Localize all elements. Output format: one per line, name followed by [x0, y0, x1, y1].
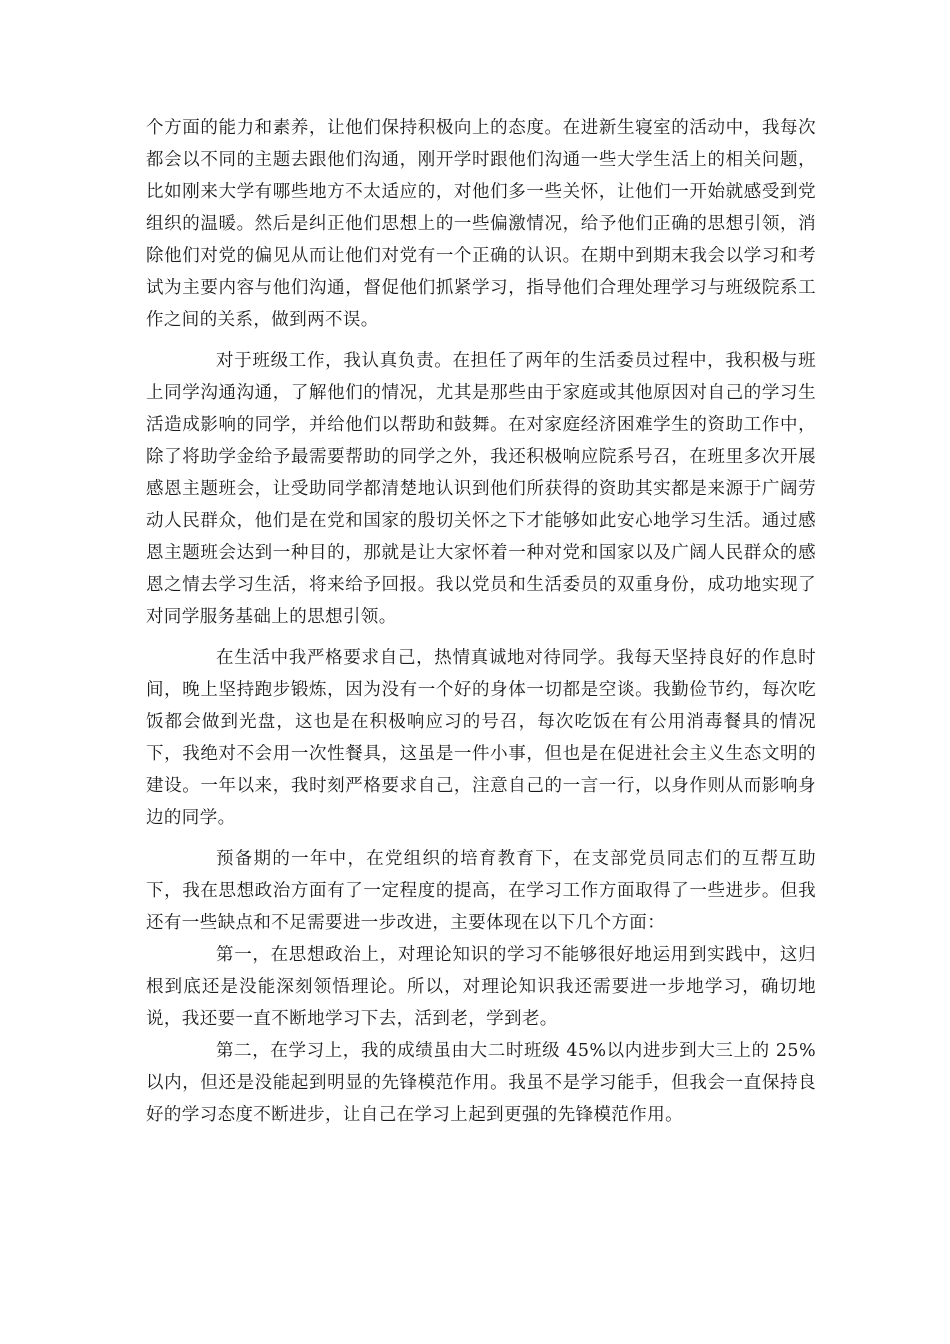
paragraph-point-two: 第二，在学习上，我的成绩虽由大二时班级 45%以内进步到大三上的 25%以内，但还是没能起到明显的先锋模范作用。我虽不是学习能手，但我会一直保持良好的学习态度不断进步，让自己在学习上起到更强的先锋模范作用。: [146, 1041, 816, 1125]
paragraph-daily-life: 在生活中我严格要求自己，热情真诚地对待同学。我每天坚持良好的作息时间，晚上坚持跑步锻炼，因为没有一个好的身体一切都是空谈。我勤俭节约，每次吃饭都会做到光盘，这也是在积极响应习的号召，每次吃饭在有公用消毒餐具的情况下，我绝对不会用一次性餐具，这虽是一件小事，但也是在促进社会主义生态文明的建设。一年以来，我时刻严格要求自己，注意自己的一言一行，以身作则从而影响身边的同学。: [146, 648, 816, 828]
paragraph-class-work: 对于班级工作，我认真负责。在担任了两年的生活委员过程中，我积极与班上同学沟通沟通，了解他们的情况，尤其是那些由于家庭或其他原因对自己的学习生活造成影响的同学，并给他们以帮助和鼓舞。在对家庭经济困难学生的资助工作中，除了将助学金给予最需要帮助的同学之外，我还积极响应院系号召，在班里多次开展感恩主题班会，让受助同学都清楚地认识到他们所获得的资助其实都是来源于广阔劳动人民群众，他们是在党和国家的殷切关怀之下才能够如此安心地学习生活。通过感恩主题班会达到一种目的，那就是让大家怀着一种对党和国家以及广阔人民群众的感恩之情去学习生活，将来给予回报。我以党员和生活委员的双重身份，成功地实现了对同学服务基础上的思想引领。: [146, 351, 816, 627]
paragraph-continued: 个方面的能力和素养，让他们保持积极向上的态度。在进新生寝室的活动中，我每次都会以不同的主题去跟他们沟通，刚开学时跟他们沟通一些大学生活上的相关问题，比如刚来大学有哪些地方不太适应的，对他们多一些关怀，让他们一开始就感受到党组织的温暖。然后是纠正他们思想上的一些偏激情况，给予他们正确的思想引领，消除他们对党的偏见从而让他们对党有一个正确的认识。在期中到期末我会以学习和考试为主要内容与他们沟通，督促他们抓紧学习，指导他们合理处理学习与班级院系工作之间的关系，做到两不误。: [146, 118, 816, 330]
paragraph-probation-summary: 预备期的一年中，在党组织的培育教育下，在支部党员同志们的互帮互助下，我在思想政治方面有了一定程度的提高，在学习工作方面取得了一些进步。但我还有一些缺点和不足需要进一步改进，主要体现在以下几个方面：: [146, 849, 816, 933]
document-body: [146, 112, 816, 1131]
paragraph-point-one: 第一，在思想政治上，对理论知识的学习不能够很好地运用到实践中，这归根到底还是没能深刻领悟理论。所以，对理论知识我还需要进一步地学习，确切地说，我还要一直不断地学习下去，活到老，学到老。: [146, 945, 816, 1029]
